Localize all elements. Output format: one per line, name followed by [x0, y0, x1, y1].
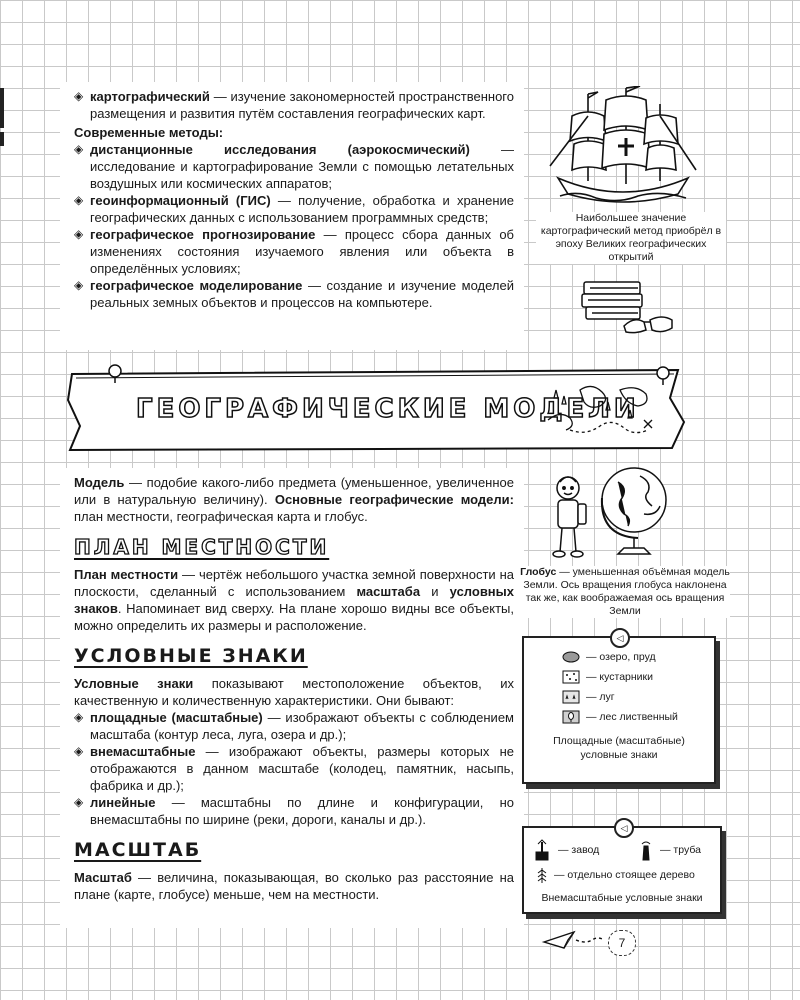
pin-icon [104, 362, 126, 384]
diamond-bullet-icon: ◈ [74, 227, 84, 241]
single-tree-symbol-icon [536, 866, 548, 884]
scale-paragraph: Масштаб — величина, показывающая, во сколько раз расстояние на плане (карте, глобусе) меньше, чем на местности. [74, 870, 514, 902]
legend-row-tree: — отдельно стоящее дерево [536, 866, 695, 884]
methods-textbox [60, 82, 524, 350]
legend-tag-icon: ◁ [610, 628, 630, 648]
methods-heading: Современные методы: [74, 125, 224, 140]
diamond-bullet-icon: ◈ [74, 710, 84, 724]
ship-caption: Наибольшее значение картографический метод приобрёл в эпоху Великих географических открытий [536, 212, 726, 264]
chimney-symbol-icon [638, 838, 654, 862]
legend-caption: Внемасштабные условные знаки [541, 892, 703, 904]
books-glasses-icon [580, 276, 676, 334]
plan-paragraph: План местности — чертёж небольшого участка земной поверхности на плоскости, сделанный с использованием масштаба и условных знаков. Напоминает вид сверху. На плане хорошо видны все объекты, можно определить их размеры и расположение. [74, 567, 514, 633]
lake-symbol-icon [562, 650, 580, 664]
signs-paragraph: Условные знаки показывают местоположение объектов, их качественную и количественную характеристики. Они бывают: [74, 676, 514, 708]
diamond-bullet-icon: ◈ [74, 142, 84, 156]
page-number: 7 [608, 930, 636, 956]
diamond-bullet-icon: ◈ [74, 193, 84, 207]
diamond-bullet-icon: ◈ [74, 278, 84, 292]
main-textbox [60, 468, 524, 928]
list-item: ◈ картографический — изучение закономерностей пространственного размещения и развития путём составления географических карт. [74, 89, 514, 121]
list-item: ◈ географическое прогнозирование — процесс сбора данных об изменениях состояния изучаемого явления или объекта в определённых условиях; [74, 227, 514, 276]
factory-symbol-icon [532, 838, 552, 862]
meadow-symbol-icon [562, 690, 580, 704]
page-edge-mark [0, 132, 4, 146]
legend-caption: Площадные (масштабные) условные знаки [553, 735, 685, 761]
shrubs-symbol-icon [562, 670, 580, 684]
scale-heading: МАСШТАБ [74, 839, 202, 861]
list-item: ◈ геоинформационный (ГИС) — получение, обработка и хранение географических данных с использованием программных средств; [74, 193, 514, 225]
offscale-signs-legend [522, 823, 722, 914]
legend-row-shrubs: — кустарники [562, 670, 714, 684]
list-item: ◈ площадные (масштабные) — изображают объекты с соблюдением масштаба (контур леса, луга, озера и др.); [74, 710, 514, 742]
plan-heading: ПЛАН МЕСТНОСТИ [74, 535, 330, 559]
signs-heading: УСЛОВНЫЕ ЗНАКИ [74, 645, 308, 667]
list-item: ◈ линейные — масштабны по длине и конфигурации, но внемасштабны по ширине (реки, дороги, каналы и др.). [74, 795, 514, 827]
areal-signs-legend [522, 633, 716, 784]
diamond-bullet-icon: ◈ [74, 89, 84, 103]
page-edge-mark [0, 88, 4, 128]
globe-caption: Глобус — уменьшенная объёмная модель Земли. Ось вращения глобуса наклонена так же, как воображаемая ось вращения Земли [520, 566, 730, 617]
list-item: ◈ внемасштабные — изображают объекты, размеры которых не отображаются в данном масштабе (колодец, памятник, насыпь, фабрика и др.); [74, 744, 514, 793]
deciduous-forest-symbol-icon [562, 710, 580, 724]
list-item: ◈ географическое моделирование — создание и изучение моделей реальных земных объектов и процессов на компьютере. [74, 278, 514, 310]
legend-row-forest: — лес лиственный [562, 710, 714, 724]
legend-row-lake: — озеро, пруд [562, 650, 714, 664]
paper-plane-icon [540, 928, 606, 954]
diamond-bullet-icon: ◈ [74, 744, 84, 758]
banner-title: ГЕОГРАФИЧЕСКИЕ МОДЕЛИ [136, 394, 640, 424]
diamond-bullet-icon: ◈ [74, 795, 84, 809]
section-banner [66, 368, 686, 452]
sailing-ship-icon [548, 86, 698, 210]
legend-row-chimney: — труба [638, 838, 701, 862]
treasure-map-icon [540, 380, 660, 444]
legend-row-factory: — завод [532, 838, 599, 862]
model-paragraph: Модель — подобие какого-либо предмета (уменьшенное, увеличенное или в натуральную величину). Основные географические модели: план местности, географическая карта и глобус. [74, 475, 514, 524]
legend-tag-icon: ◁ [614, 818, 634, 838]
boy-with-globe-icon [548, 458, 678, 562]
list-item: ◈ дистанционные исследования (аэрокосмический) — исследование и картографирование Земли с помощью летательных воздушных или космических аппаратов; [74, 142, 514, 191]
legend-row-meadow: — луг [562, 690, 714, 704]
